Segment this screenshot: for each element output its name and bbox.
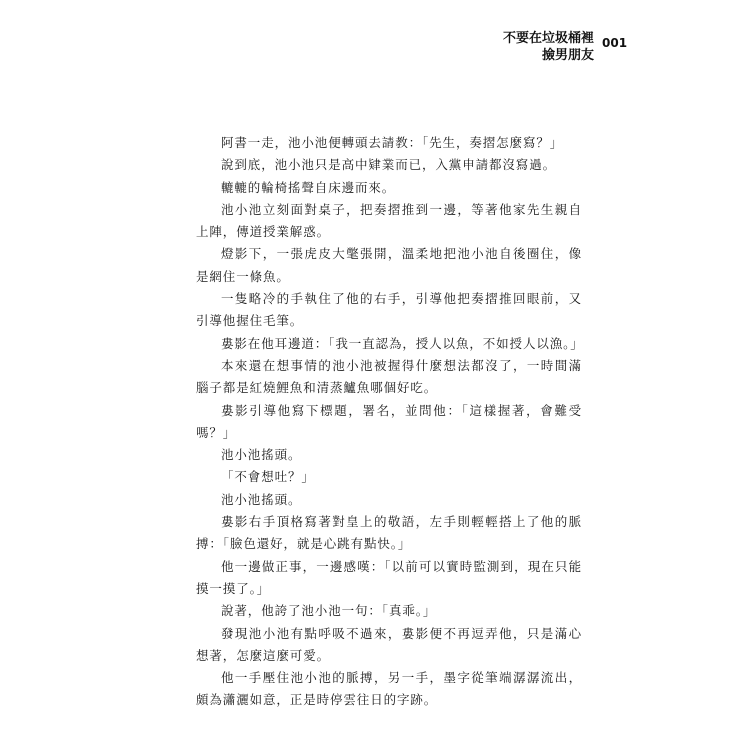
- paragraph: 「不會想吐？」: [221, 469, 315, 485]
- paragraph: 他一手壓住池小池的脈搏，另一手，墨字從筆端潺潺流出，頗為瀟灑如意，正是時停雲往日的字跡。: [196, 670, 582, 708]
- paragraph: 本來還在想事情的池小池被握得什麼想法都沒了，一時間滿腦子都是紅燒鯉魚和清蒸鱸魚哪個好吃。: [196, 357, 582, 396]
- body-text: [196, 132, 582, 712]
- page-number: 001: [602, 36, 628, 50]
- paragraph: 婁影引導他寫下標題，署名，並問他：「這樣握著，會難受嗎？」: [196, 402, 582, 440]
- book-title-line-1: 不要在垃圾桶裡: [502, 31, 594, 46]
- paragraph: 婁影在他耳邊道：「我一直認為，授人以魚，不如授人以漁。」: [221, 335, 584, 351]
- paragraph: 說到底，池小池只是高中肄業而已，入黨申請都沒寫過。: [221, 157, 557, 173]
- running-header: [503, 30, 594, 64]
- paragraph: 一隻略冷的手執住了他的右手，引導他把奏摺推回眼前，又引導他握住毛筆。: [196, 291, 582, 329]
- paragraph: 池小池立刻面對桌子，把奏摺推到一邊，等著他家先生親自上陣，傳道授業解惑。: [196, 201, 582, 240]
- paragraph: 說著，他誇了池小池一句：「真乖。」: [221, 603, 437, 619]
- paragraph: 燈影下，一張虎皮大氅張開，溫柔地把池小池自後圈住，像是網住一條魚。: [196, 246, 582, 284]
- paragraph: 婁影右手頂格寫著對皇上的敬語，左手則輕輕搭上了他的脈搏：「臉色還好，就是心跳有點快。」: [196, 514, 582, 552]
- paragraph: 發現池小池有點呼吸不過來，婁影便不再逗弄他，只是滿心想著，怎麼這麼可愛。: [196, 625, 582, 663]
- paragraph: 他一邊做正事，一邊感嘆：「以前可以實時監測到，現在只能摸一摸了。」: [196, 558, 582, 596]
- book-title-line-2: 撿男朋友: [541, 48, 594, 63]
- paragraph: 阿書一走，池小池便轉頭去請教：「先生，奏摺怎麼寫？」: [221, 135, 564, 150]
- paragraph: 池小池搖頭。: [221, 491, 302, 507]
- paragraph: 池小池搖頭。: [221, 447, 302, 463]
- paragraph: 轆轆的輪椅搖聲自床邊而來。: [221, 179, 396, 195]
